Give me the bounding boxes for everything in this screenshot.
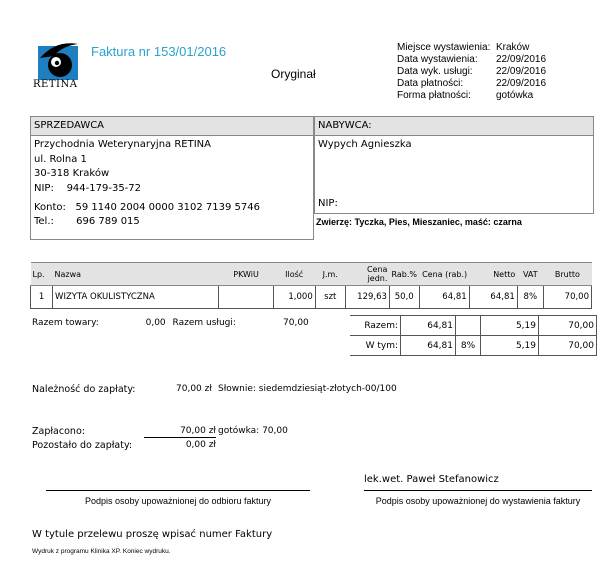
issuer-signature-line bbox=[364, 490, 592, 491]
col-unit-price: Cena jedn. bbox=[345, 263, 389, 286]
seller-street: ul. Rolna 1 bbox=[34, 153, 87, 165]
seller-account bbox=[31, 201, 313, 216]
phone-label: Tel.: bbox=[34, 215, 54, 227]
header-value: 22/09/2016 bbox=[496, 78, 547, 89]
issuer-signature-caption: Podpis osoby upoważnionej do wystawienia faktury bbox=[375, 496, 581, 506]
paid-value: 70,00 zł bbox=[144, 426, 216, 438]
issuer-name: lek.wet. Paweł Stefanowicz bbox=[364, 474, 499, 485]
incl-brutto: 70,00 bbox=[539, 336, 597, 356]
vat-summary-table bbox=[350, 315, 597, 356]
seller-phone bbox=[31, 216, 313, 227]
incl-rate: 8% bbox=[456, 336, 481, 356]
seller-city: 30-318 Kraków bbox=[34, 168, 110, 179]
incl-netto: 64,81 bbox=[401, 336, 456, 356]
goods-value: 0,00 bbox=[145, 318, 166, 328]
logo-text: RETINA bbox=[33, 79, 78, 90]
incl-label: W tym: bbox=[350, 336, 401, 356]
receiver-signature-caption: Podpis osoby upoważnionej do odbioru faktury bbox=[84, 496, 272, 506]
services-value: 70,00 bbox=[283, 318, 309, 328]
col-lp: Lp. bbox=[31, 263, 53, 286]
goods-label: Razem towary: bbox=[32, 318, 99, 328]
transfer-note: W tytule przelewu proszę wpisać numer Faktury bbox=[32, 529, 273, 540]
header-value: gotówka bbox=[496, 90, 534, 101]
header-label: Miejsce wystawienia: bbox=[397, 42, 491, 53]
header-value: Kraków bbox=[496, 42, 530, 53]
summary-goods-services bbox=[32, 318, 309, 328]
paid-method: gotówka: 70,00 bbox=[218, 426, 288, 436]
cell-unit-price: 129,63 bbox=[345, 286, 389, 309]
total-vat: 5,19 bbox=[481, 316, 539, 336]
retina-eye-icon bbox=[36, 38, 84, 84]
total-brutto: 70,00 bbox=[539, 316, 597, 336]
col-netto: Netto bbox=[469, 263, 517, 286]
left-to-pay-value: 0,00 zł bbox=[185, 440, 216, 450]
header-label: Forma płatności: bbox=[397, 90, 471, 101]
account-value: 59 1140 2004 0000 3102 7139 5746 bbox=[75, 202, 260, 213]
services-label: Razem usługi: bbox=[172, 318, 236, 328]
buyer-heading: NABYWCA: bbox=[315, 117, 593, 136]
cell-discount: 50,0 bbox=[389, 286, 419, 309]
amount-in-words: Słownie: siedemdziesiąt-złotych-00/100 bbox=[218, 384, 397, 394]
col-discount: Rab.% bbox=[389, 263, 419, 286]
copy-label: Oryginał bbox=[271, 67, 316, 81]
cell-netto: 64,81 bbox=[469, 286, 517, 309]
header-label: Data wyk. usługi: bbox=[397, 66, 473, 77]
buyer-name: Wypych Agnieszka bbox=[318, 139, 412, 150]
seller-heading: SPRZEDAWCA bbox=[31, 117, 313, 136]
nip-value: 944-179-35-72 bbox=[66, 182, 142, 194]
phone-value: 696 789 015 bbox=[76, 215, 140, 227]
header-label: Data płatności: bbox=[397, 78, 464, 89]
total-label: Razem: bbox=[350, 316, 401, 336]
table-row bbox=[31, 286, 592, 309]
col-discount-price: Cena (rab.) bbox=[419, 263, 469, 286]
paid-label: Zapłacono: bbox=[32, 426, 85, 437]
due-label: Należność do zapłaty: bbox=[32, 384, 136, 395]
col-unit: J.m. bbox=[315, 263, 345, 286]
header-value: 22/09/2016 bbox=[496, 66, 547, 77]
total-rate bbox=[456, 316, 481, 336]
summary-total-row bbox=[350, 316, 597, 336]
buyer-nip: NIP: bbox=[318, 198, 338, 209]
incl-vat: 5,19 bbox=[481, 336, 539, 356]
header-row bbox=[397, 42, 546, 54]
printout-note: Wydruk z programu Klinika XP. Koniec wydruku. bbox=[32, 548, 171, 555]
col-pkwiu: PKWiU bbox=[219, 263, 273, 286]
invoice-title: Faktura nr 153/01/2016 bbox=[91, 44, 227, 59]
header-value: 22/09/2016 bbox=[496, 54, 547, 65]
cell-vat: 8% bbox=[517, 286, 543, 309]
due-value: 70,00 zł bbox=[176, 384, 212, 394]
cell-unit: szt bbox=[315, 286, 345, 309]
account-label: Konto: bbox=[34, 202, 66, 213]
pet-info: Zwierzę: Tyczka, Pies, Mieszaniec, maść: czarna bbox=[316, 217, 522, 227]
seller-nip bbox=[31, 182, 313, 197]
header-row bbox=[397, 66, 546, 78]
cell-qty: 1,000 bbox=[273, 286, 315, 309]
invoice-header-info bbox=[397, 42, 546, 102]
cell-lp: 1 bbox=[31, 286, 53, 309]
col-name: Nazwa bbox=[53, 263, 219, 286]
receiver-signature-line bbox=[46, 490, 310, 491]
header-row bbox=[397, 78, 546, 90]
cell-pkwiu bbox=[219, 286, 273, 309]
cell-name: WIZYTA OKULISTYCZNA bbox=[53, 286, 219, 309]
items-table bbox=[30, 262, 592, 309]
seller-name: Przychodnia Weterynaryjna RETINA bbox=[34, 139, 211, 150]
header-label: Data wystawienia: bbox=[397, 54, 478, 65]
cell-discount-price: 64,81 bbox=[419, 286, 469, 309]
buyer-box bbox=[314, 116, 594, 214]
col-vat: VAT bbox=[517, 263, 543, 286]
nip-label: NIP: bbox=[34, 182, 54, 194]
cell-brutto: 70,00 bbox=[543, 286, 591, 309]
left-to-pay-label: Pozostało do zapłaty: bbox=[32, 440, 133, 451]
header-row bbox=[397, 54, 546, 66]
seller-box bbox=[30, 116, 314, 240]
col-brutto: Brutto bbox=[543, 263, 591, 286]
summary-incl-row bbox=[350, 336, 597, 356]
total-netto: 64,81 bbox=[401, 316, 456, 336]
col-qty: Ilość bbox=[273, 263, 315, 286]
items-header-row bbox=[31, 263, 592, 286]
header-row bbox=[397, 90, 546, 102]
